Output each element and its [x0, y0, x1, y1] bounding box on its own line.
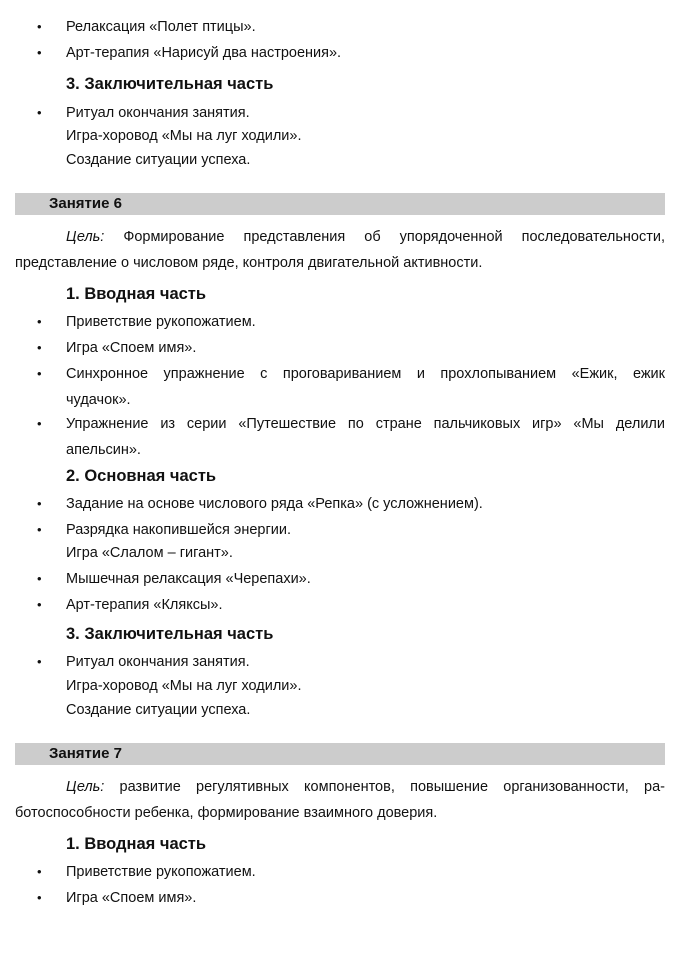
bullet-icon: • — [37, 496, 42, 511]
list-item: Ритуал окончания занятия. — [66, 654, 250, 670]
bullet-icon: • — [37, 45, 42, 60]
goal-line — [15, 224, 665, 250]
list-item: Ритуал окончания занятия. — [66, 105, 250, 121]
bullet-icon: • — [37, 314, 42, 329]
lesson-title: Занятие 7 — [49, 745, 122, 762]
list-item: Задание на основе числового ряда «Репка» (с усложнением). — [66, 496, 483, 512]
bullet-icon: • — [37, 571, 42, 586]
goal-text: Формирование представления об упорядоченной последовательности, — [104, 229, 665, 245]
list-item-continuation: Игра-хоровод «Мы на луг ходили». — [66, 678, 302, 694]
bullet-icon: • — [37, 416, 42, 431]
bullet-icon: • — [37, 340, 42, 355]
bullet-icon: • — [37, 654, 42, 669]
list-item: Арт-терапия «Кляксы». — [66, 597, 223, 613]
list-item: Приветствие рукопожатием. — [66, 314, 256, 330]
goal-line: представление о числовом ряде, контроля двигательной активности. — [15, 255, 483, 271]
lesson-7-goal — [15, 774, 665, 826]
list-item-continuation: Создание ситуации успеха. — [66, 702, 251, 718]
lesson-6-header — [15, 193, 665, 215]
section-heading-main: 2. Основная часть — [66, 467, 217, 485]
list-item — [66, 411, 665, 463]
list-item-line: Упражнение из серии «Путешествие по стране пальчиковых игр» «Мы делили — [66, 416, 665, 432]
bullet-icon: • — [37, 890, 42, 905]
list-item-continuation: Игра-хоровод «Мы на луг ходили». — [66, 128, 302, 144]
goal-line — [15, 774, 665, 800]
list-item-line: чудачок». — [66, 392, 131, 408]
list-item — [66, 361, 665, 413]
list-item-line: Синхронное упражнение с проговариванием и прохлопыванием «Ежик, ежик — [66, 366, 665, 382]
bullet-icon: • — [37, 366, 42, 381]
bullet-icon: • — [37, 522, 42, 537]
list-item: Мышечная релаксация «Черепахи». — [66, 571, 311, 587]
list-item-continuation: Игра «Слалом – гигант». — [66, 545, 233, 561]
bullet-icon: • — [37, 597, 42, 612]
list-item-continuation: Создание ситуации успеха. — [66, 152, 251, 168]
goal-line: ботоспособности ребенка, формирование взаимного доверия. — [15, 805, 438, 821]
list-item: Разрядка накопившейся энергии. — [66, 522, 291, 538]
lesson-title: Занятие 6 — [49, 195, 122, 212]
goal-label: Цель: — [66, 229, 105, 245]
goal-label: Цель: — [66, 779, 105, 795]
list-item: Игра «Споем имя». — [66, 890, 197, 906]
list-item: Приветствие рукопожатием. — [66, 864, 256, 880]
list-item-line: апельсин». — [66, 442, 141, 458]
section-heading-final: 3. Заключительная часть — [66, 625, 274, 643]
bullet-icon: • — [37, 105, 42, 120]
bullet-icon: • — [37, 19, 42, 34]
list-item: Арт-терапия «Нарисуй два настроения». — [66, 45, 342, 61]
section-heading-final: 3. Заключительная часть — [66, 75, 274, 93]
lesson-7-header — [15, 743, 665, 765]
list-item: Релаксация «Полет птицы». — [66, 19, 256, 35]
goal-text: развитие регулятивных компонентов, повышение организованности, ра- — [104, 779, 665, 795]
list-item: Игра «Споем имя». — [66, 340, 197, 356]
section-heading-intro: 1. Вводная часть — [66, 835, 207, 853]
lesson-6-goal — [15, 224, 665, 276]
section-heading-intro: 1. Вводная часть — [66, 285, 207, 303]
bullet-icon: • — [37, 864, 42, 879]
